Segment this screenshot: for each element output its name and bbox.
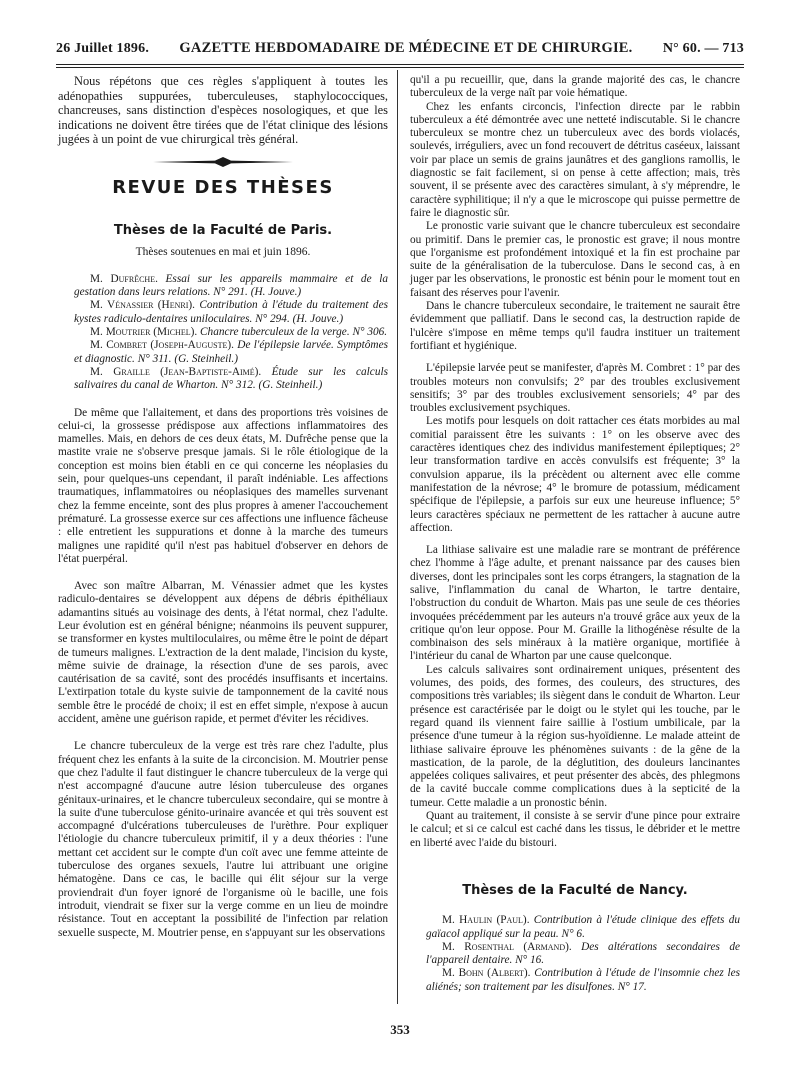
page-number: 353 bbox=[390, 1022, 410, 1037]
list-item: M. Rosenthal (Armand). Des altérations secondaires de l'appareil dentaire. N° 16. bbox=[410, 941, 740, 968]
list-item: M. Dufrêche. Essai sur les appareils mammaire et de la gestation dans leurs relations. N° 291. (H. Jouve.) bbox=[58, 273, 388, 300]
section-ornament bbox=[58, 157, 388, 167]
body-paragraph: La lithiase salivaire est une maladie rare se montrant de préférence chez l'homme à l'âge adulte, et prenant naissance par des causes bien diverses, dont les principales sont les corps étrangers, la stagnation de la salive, l'inflammation du canal de Wharton, le tartre dentaire, l'obstruction du conduit de Wharton. Mais pas une seule de ces théories invoquées précédemment par les auteurs n'a trouvé grâce aux yeux de la critique qu'on leur oppose. Pour M. Graille la lithogénèse résulte de la combinaison des sels minéraux à la matière organique, mortifiée à l'intérieur du canal de Wharton par une cause quelconque. bbox=[410, 544, 740, 663]
body-paragraph: Chez les enfants circoncis, l'infection directe par le rabbin tuberculeux a été démontrée avec une netteté indiscutable. Si le chancre tuberculeux se montre chez un tuberculeux avec des bords violacés, soulevés, irréguliers, avec un fond recouvert de détritus caséeux, laissant voir par place un semis de grains jaunâtres et des ganglions ramollis, le diagnostic se fait facilement, si on pense à cette affection; mais, très souvent, il se présente avec des caractères simulant, à s'y méprendre, le caractère syphilitique; il n'y a que le microscope qui puisse permettre de faire le diagnostic sûr. bbox=[410, 100, 740, 219]
list-item: M. Graille (Jean-Baptiste-Aimé). Étude sur les calculs salivaires du canal de Wharton. N° 312. (G. Steinheil.) bbox=[58, 366, 388, 393]
list-item: M. Bohn (Albert). Contribution à l'étude de l'insomnie chez les aliénés; son traitement par les disulfones. N° 17. bbox=[410, 967, 740, 994]
header-date: 26 Juillet 1896. bbox=[56, 41, 150, 56]
body-paragraph: Les calculs salivaires sont ordinairement uniques, présentent des volumes, des poids, des formes, des couleurs, des structures, des compositions très variables; ils siègent dans le conduit de Wharton. Leur présence est caractérisée par le doigt ou le stylet qui les touche, par le regard quand ils viennent faire saillie à l'ostium umbilicale, par la présence d'une tumeur à la région sus-hyoïdienne. Le malade atteint de lithiase salivaire éprouve les phénomènes suivants : de la gêne de la mastication, de la parole, de la déglutition, des douleurs lancinantes appelées coliques salivaires, et peut présenter des abcès, des phlegmons de la cavité buccale comme complications dues à la septicité de la tumeur. Cette maladie a un pronostic bénin. bbox=[410, 663, 740, 809]
nancy-thesis-list bbox=[410, 914, 740, 994]
body-paragraph: Dans le chancre tuberculeux secondaire, le traitement ne saurait être évidemment que palliatif. Dans le second cas, la destruction rapide de l'ulcère s'impose en même temps qu'il faudra instituer un traitement fortifiant et hygiénique. bbox=[410, 300, 740, 352]
right-column bbox=[410, 74, 740, 994]
body-paragraph: Quant au traitement, il consiste à se servir d'une pince pour extraire le calcul; et si ce calcul est caché dans les tissus, le débrider et le mettre en liberté avec l'aide du bistouri. bbox=[410, 810, 740, 849]
body-paragraph: Le pronostic varie suivant que le chancre tuberculeux est secondaire ou primitif. Dans le premier cas, le pronostic est grave; il nous montre que l'organisme est profondément intoxiqué et la fin est prochaine par suite de la généralisation de la tuberculose. Dans le second cas, à en juger par les observations, le pronostic est bénin pour le moment tout en faisant des réserves pour l'avenir. bbox=[410, 220, 740, 299]
intro-paragraph: Nous répétons que ces règles s'appliquent à toutes les adénopathies suppurées, tuberculeuses, staphylococciques, chancreuses, sans distinction d'espèces nosologiques, et que les indications ne doivent être tirées que de l'état clinique des lésions jugées à un point de vue chirurgical très général. bbox=[58, 74, 388, 147]
body-paragraph: Les motifs pour lesquels on doit rattacher ces états morbides au mal comitial paraissent être les suivants : 1° on les observe avec des caractères identiques chez des individus manifestement épileptiques; 2° leur transformation tardive en accès convulsifs est fréquente; 3° la convulsion apparue, ils la précèdent ou alternent avec elle comme manifestation de la névrose; 4° le bromure de potassium, médicament spécifique de l'épilepsie, a parfois sur eux une heureuse influence; 5° leurs caractères spéciaux ne permettent de les rattacher à aucune autre affection. bbox=[410, 415, 740, 534]
header-issue-page: N° 60. — 713 bbox=[662, 41, 744, 56]
body-paragraph: qu'il a pu recueillir, que, dans la grande majorité des cas, le chancre tuberculeux de la verge naît par voie hématique. bbox=[410, 74, 740, 100]
list-item: M. Moutrier (Michel). Chancre tuberculeux de la verge. N° 306. bbox=[58, 326, 388, 339]
body-paragraph: De même que l'allaitement, et dans des proportions très voisines de celui-ci, la grossesse prédispose aux affections inflammatoires des mamelles. Mais, en dehors de ces deux états, M. Dufrêche pense que la mastite vraie ne s'observe presque jamais. Si le rôle étiologique de la conception est moins bien établi en ce qui concerne les néoplasies du sein, pour quelques-uns cependant, il paraît indéniable. Les affections traumatiques, inflammatoires ou néoplasiques des mamelles survenant chez la femme enceinte, sont des plus propres à amener l'accouchement prématuré. La grossesse exerce sur ces affections une influence fâcheuse : elle entretient les suppurations et donne à la marche des tumeurs malignes une rapidité qu'il n'est pas habituel d'observer en dehors de l'état puerpéral. bbox=[58, 406, 388, 565]
section-title: REVUE DES THÈSES bbox=[112, 176, 334, 198]
body-paragraph: Avec son maître Albarran, M. Vénassier admet que les kystes radiculo-dentaires se développent aux dépens de débris épithéliaux adamantins situés au voisinage des dents, à l'état normal, chez l'adulte. Leur évolution est en général bénigne; néanmoins ils peuvent suppurer, se transformer en kystes multiloculaires, ou même être le point de départ de tumeurs malignes. L'extraction de la dent malade, l'incision du kyste, même suivie de drainage, la résection d'une de ses parois, avec cautérisation de sa cavité, sont des procédés insuffisants et incertains. L'extirpation totale du kyste suivie de tamponnement de la cavité nous semble être le procédé de choix; il est en effet simple, n'expose à aucun accident, amène une guérison rapide, et permet d'éviter les récidives. bbox=[58, 580, 388, 726]
list-item: M. Haulin (Paul). Contribution à l'étude clinique des effets du gaïacol appliqué sur la peau. N° 6. bbox=[410, 914, 740, 941]
paris-title: Thèses de la Faculté de Paris. bbox=[113, 223, 333, 239]
left-column bbox=[58, 74, 388, 940]
body-paragraph: Le chancre tuberculeux de la verge est très rare chez l'adulte, plus fréquent chez les enfants à la suite de la circoncision. M. Moutrier pense que chez l'adulte il faut distinguer le chancre tuberculeux de la verge qui n'est accompagné d'aucune autre lésion tuberculeuse des organes génitaux-urinaires, et le chancre tuberculeux secondaire, qui se montre à la suite d'une tuberculose génito-urinaire avancée et qui très souvent est accompagné d'ulcérations tuberculeuses de l'urèthre. Pour expliquer l'étiologie du chancre tuberculeux primitif, il y a deux théories : l'une mettant cet accident sur le compte d'un coït avec une femme atteinte de tuberculose des organes sexuels, l'autre lui attribuant une origine hématogène. Dans ce cas, le bacille qui élit séjour sur la verge proviendrait d'un foyer ignoré de l'organisme où le bacille, une fois introduit, viendrait se fixer sur la verge comme en un lieu de moindre résistance. Tout en acceptant la possibilité de l'infection par relation sexuelle suspecte, M. Moutrier pense, en s'appuyant sur les observations bbox=[58, 740, 388, 939]
list-item: M. Vénassier (Henri). Contribution à l'étude du traitement des kystes radiculo-dentaires uniloculaires. N° 294. (H. Jouve.) bbox=[58, 299, 388, 326]
header-rule bbox=[56, 64, 744, 65]
column-divider bbox=[397, 70, 398, 1004]
list-item: M. Combret (Joseph-Auguste). De l'épilepsie larvée. Symptômes et diagnostic. N° 311. (G. Steinheil.) bbox=[58, 339, 388, 366]
paris-caption: Thèses soutenues en mai et juin 1896. bbox=[135, 245, 311, 258]
nancy-title: Thèses de la Faculté de Nancy. bbox=[462, 882, 688, 898]
header-rule-double bbox=[56, 67, 744, 68]
paris-thesis-list bbox=[58, 273, 388, 393]
body-paragraph: L'épilepsie larvée peut se manifester, d'après M. Combret : 1° par des troubles moteurs non convulsifs; 2° par des troubles exclusivement sensitifs; 3° par des troubles exclusivement sensoriels; 4° par des troubles exclusivement psychiques. bbox=[410, 362, 740, 415]
header-journal-title: GAZETTE HEBDOMADAIRE DE MÉDECINE ET DE CHIRURGIE. bbox=[179, 40, 633, 56]
running-header bbox=[56, 40, 744, 60]
